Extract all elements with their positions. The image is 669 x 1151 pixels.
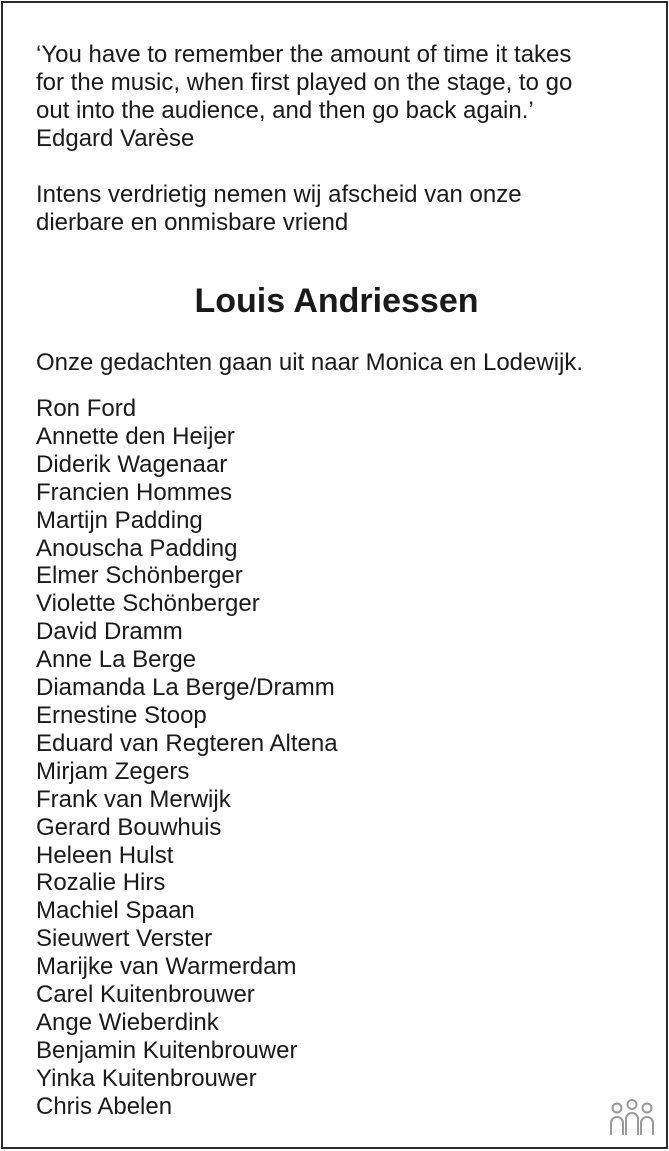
signer-name: Ron Ford [36,395,137,422]
signer-name: Sieuwert Verster [36,925,213,953]
signer-name: Martijn Padding [36,506,203,534]
signers-list [36,395,646,1121]
signer-name: Carel Kuitenbrouwer [36,981,255,1009]
intro-line: Intens verdrietig nemen wij afscheid van onze [36,181,522,208]
signer-name: Heleen Hulst [36,841,174,869]
signer-name: Ange Wieberdink [36,1008,219,1036]
signer-name: Anne La Berge [36,646,197,674]
quote-line: for the music, when first played on the stage, to go [36,69,573,96]
signer-name: Gerard Bouwhuis [36,813,222,841]
signer-name: Chris Abelen [36,1092,173,1120]
signer-name: Diamanda La Berge/Dramm [36,674,335,702]
obituary-card [1,1,668,1149]
signer-name: Yinka Kuitenbrouwer [36,1064,257,1092]
people-group-icon [608,1099,656,1137]
signer-name: Ernestine Stoop [36,701,207,729]
signer-name: Diderik Wagenaar [36,450,228,478]
quote-line: ‘You have to remember the amount of time it takes [36,41,572,68]
quote [36,41,646,153]
signer-name: Anouscha Padding [36,534,238,562]
signer-name: Elmer Schönberger [36,562,243,590]
obituary-content [36,41,646,1121]
thoughts-text: Onze gedachten gaan uit naar Monica en Lodewijk. [36,349,584,376]
signer-name: Marijke van Warmerdam [36,953,297,981]
signer-name: Benjamin Kuitenbrouwer [36,1036,298,1064]
signer-name: Mirjam Zegers [36,757,190,785]
signer-name: Eduard van Regteren Altena [36,729,338,757]
signer-name: Violette Schönberger [36,590,260,618]
signer-name: Machiel Spaan [36,897,195,925]
signer-name: Rozalie Hirs [36,869,166,897]
signer-name: David Dramm [36,618,183,646]
quote-line: out into the audience, and then go back again.’ [36,97,534,124]
intro-text [36,181,646,237]
quote-author: Edgard Varèse [36,125,195,152]
signer-name: Francien Hommes [36,478,233,506]
signer-name: Frank van Merwijk [36,785,231,813]
deceased-name: Louis Andriessen [194,282,479,320]
intro-line: dierbare en onmisbare vriend [36,209,349,236]
signer-name: Annette den Heijer [36,422,235,450]
